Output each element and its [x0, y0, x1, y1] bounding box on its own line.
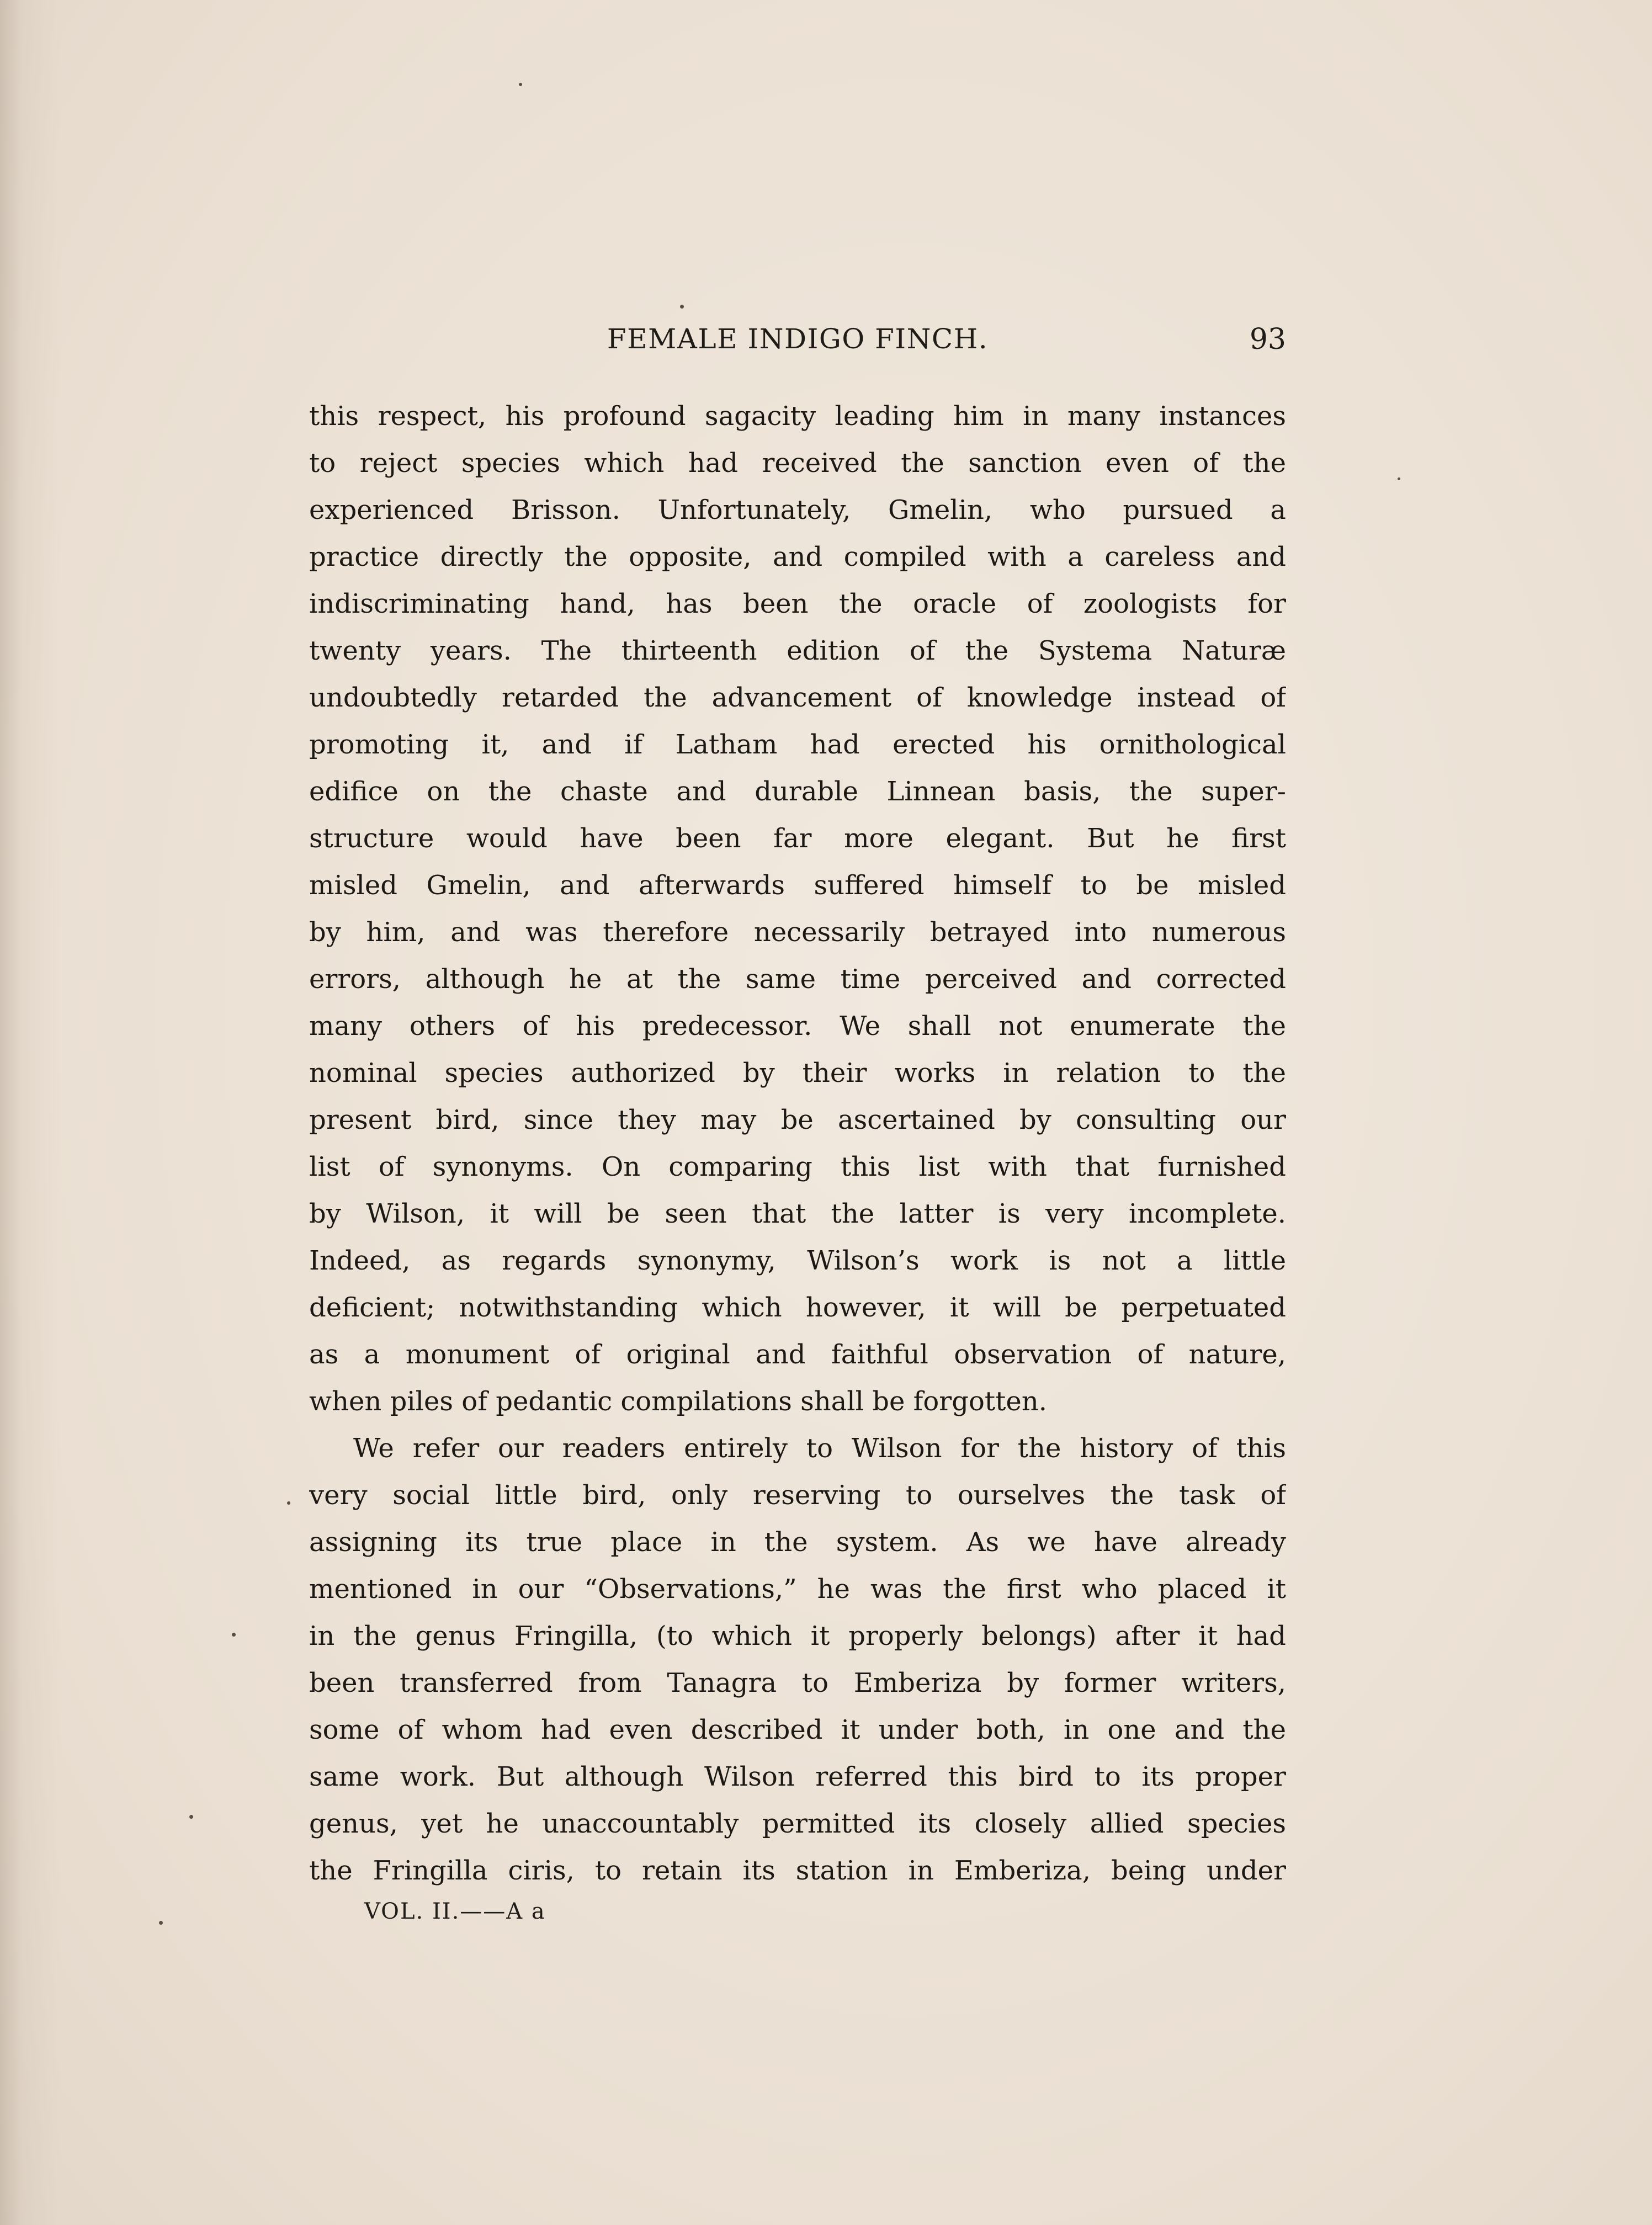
running-head: [309, 323, 1286, 362]
text-line: present bird, since they may be ascertained by consulting our: [309, 1104, 1286, 1135]
text-line: this respect, his profound sagacity leading him in many instances: [309, 401, 1286, 432]
paper-speck: [1398, 477, 1400, 480]
text-line: same work. But although Wilson referred this bird to its proper: [309, 1761, 1286, 1792]
text-line: We refer our readers entirely to Wilson for the history of this: [353, 1433, 1286, 1464]
text-line: list of synonyms. On comparing this list with that furnished: [309, 1151, 1286, 1182]
text-line: been transferred from Tanagra to Emberiza by former writers,: [309, 1668, 1286, 1698]
text-line: mentioned in our “Observations,” he was the first who placed it: [309, 1574, 1286, 1605]
text-line: by Wilson, it will be seen that the latter is very incomplete.: [309, 1198, 1286, 1229]
text-line: when piles of pedantic compilations shall be forgotten.: [309, 1386, 1047, 1417]
text-line: assigning its true place in the system. As we have already: [309, 1527, 1286, 1558]
text-line: promoting it, and if Latham had erected his ornithological: [309, 729, 1286, 760]
text-line: structure would have been far more elegant. But he first: [309, 823, 1286, 854]
text-line: to reject species which had received the sanction even of the: [309, 448, 1286, 479]
text-line: errors, although he at the same time perceived and corrected: [309, 964, 1286, 995]
text-line: nominal species authorized by their works in relation to the: [309, 1058, 1286, 1088]
page-number: 93: [1249, 323, 1286, 356]
text-line: many others of his predecessor. We shall not enumerate the: [309, 1011, 1286, 1042]
text-line: genus, yet he unaccountably permitted its closely allied species: [309, 1808, 1286, 1839]
text-line: twenty years. The thirteenth edition of the Systema Naturæ: [309, 635, 1286, 666]
paper-speck: [159, 1921, 163, 1925]
text-line: very social little bird, only reserving to ourselves the task of: [309, 1480, 1286, 1511]
text-line: deficient; notwithstanding which however, it will be perpetuated: [309, 1292, 1286, 1323]
text-line: the Fringilla ciris, to retain its station in Emberiza, being under: [309, 1855, 1286, 1886]
paper-speck: [232, 1633, 236, 1637]
paper-speck: [680, 305, 684, 309]
text-line: edifice on the chaste and durable Linnean basis, the super-: [309, 776, 1286, 807]
text-line: as a monument of original and faithful observation of nature,: [309, 1339, 1286, 1370]
paper-speck: [519, 83, 522, 86]
running-title: FEMALE INDIGO FINCH.: [607, 323, 989, 355]
text-line: by him, and was therefore necessarily betrayed into numerous: [309, 917, 1286, 948]
text-line: undoubtedly retarded the advancement of knowledge instead of: [309, 682, 1286, 713]
paper-speck: [189, 1815, 193, 1819]
text-line: Indeed, as regards synonymy, Wilson’s work is not a little: [309, 1245, 1286, 1276]
paper-speck: [287, 1501, 290, 1505]
text-line: indiscriminating hand, has been the oracle of zoologists for: [309, 588, 1286, 619]
body-text: [309, 393, 1286, 1894]
text-line: some of whom had even described it under both, in one and the: [309, 1714, 1286, 1745]
signature-mark: VOL. II.——A a: [364, 1899, 546, 1924]
text-line: practice directly the opposite, and compiled with a careless and: [309, 541, 1286, 572]
text-line: in the genus Fringilla, (to which it properly belongs) after it had: [309, 1621, 1286, 1652]
text-line: misled Gmelin, and afterwards suffered himself to be misled: [309, 870, 1286, 901]
text-line: experienced Brisson. Unfortunately, Gmelin, who pursued a: [309, 495, 1286, 525]
